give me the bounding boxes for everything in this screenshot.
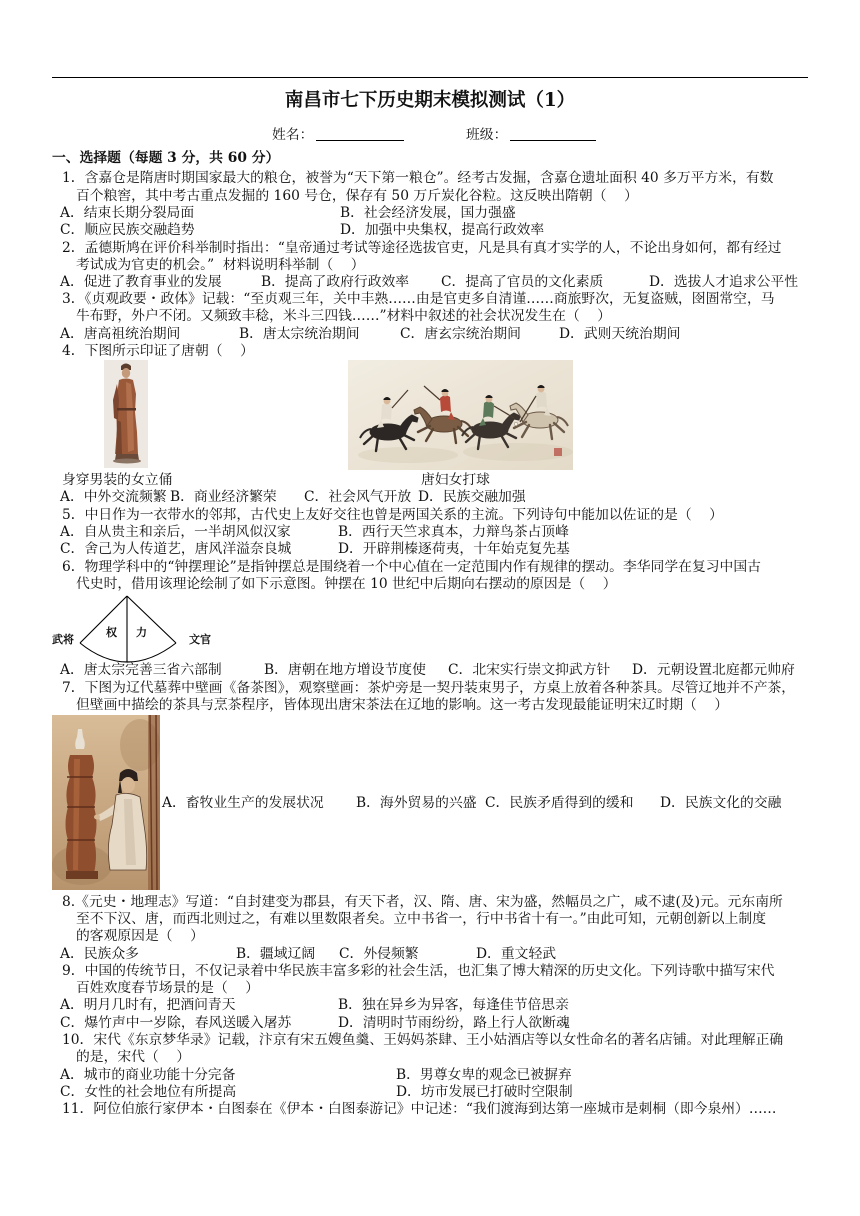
tea-preparation-mural-image [52, 715, 160, 890]
question-7-stem-line-1: 7．下图为辽代墓葬中壁画《备茶图》，观察壁画：茶炉旁是一契丹装束男子，方桌上放着各种茶具。尽管辽地并不产茶， [62, 680, 796, 696]
question-1-option-a: A．结束长期分裂局面 [60, 205, 195, 221]
question-9-stem-line-1: 9．中国的传统节日，不仅记录着中华民族丰富多彩的社会生活，也汇集了博大精深的历史文化。下列诗歌中描写宋代 [62, 963, 775, 979]
question-7-option-a: A．畜牧业生产的发展状况 [162, 795, 324, 811]
figurine-caption: 身穿男装的女立俑 [62, 472, 173, 488]
diagram-label-power-1: 权 [106, 626, 117, 639]
question-6-option-d: D．元朝设置北庭都元帅府 [632, 662, 795, 678]
question-8-option-a: A．民族众多 [60, 946, 139, 962]
question-8-stem-line-3: 的客观原因是（ ） [76, 928, 204, 944]
question-4-option-a: A．中外交流频繁 [60, 489, 167, 505]
question-9-option-a: A．明月几时有，把酒问青天 [60, 997, 236, 1013]
question-1-option-c: C．顺应民族交融趋势 [60, 222, 195, 238]
question-6-option-a: A．唐太宗完善三省六部制 [60, 662, 222, 678]
question-6-stem-line-1: 6．物理学科中的“钟摆理论”是指钟摆总是围绕着一个中心值在一定范围内作有规律的摆动。李华同学在复习中国古 [62, 559, 761, 575]
question-1-option-d: D．加强中央集权，提高行政效率 [340, 222, 545, 238]
question-4-option-c: C．社会风气开放 [304, 489, 412, 505]
question-10-option-a: A．城市的商业功能十分完备 [60, 1067, 236, 1083]
header-rule [52, 77, 808, 78]
question-3-option-b: B．唐太宗统治期间 [239, 326, 360, 342]
question-3-stem-line-1: 3．《贞观政要・政体》记载：“至贞观三年，关中丰熟……由是官吏多自清谨……商旅野次，无复盗贼，囹圄常空，马 [62, 291, 775, 307]
polo-painting-image [348, 360, 573, 470]
question-8-stem-line-1: 8.《元史・地理志》写道：“自封建变为郡县，有天下者，汉、隋、唐、宋为盛，然幅员之广，咸不逮(及)元。元东南所 [62, 894, 783, 910]
pendulum-diagram [70, 590, 186, 666]
question-10-option-b: B．男尊女卑的观念已被摒弃 [396, 1067, 572, 1083]
question-10-stem-line-2: 的是，宋代（ ） [76, 1049, 191, 1065]
question-3-stem-line-2: 牛布野，外户不闭。又频致丰稔，米斗三四钱……”材料中叙述的社会状况发生在（ ） [76, 308, 612, 324]
question-9-option-d: D．清明时节雨纷纷，路上行人欲断魂 [338, 1015, 570, 1031]
question-6-option-b: B．唐朝在地方增设节度使 [264, 662, 426, 678]
question-5-option-b: B．西行天竺求真本，力辩鸟茶占顶峰 [338, 524, 569, 540]
question-4-option-d: D．民族交融加强 [418, 489, 526, 505]
question-3-option-a: A．唐高祖统治期间 [60, 326, 181, 342]
question-10-option-d: D．坊市发展已打破时空限制 [396, 1084, 573, 1100]
question-9-option-b: B．独在异乡为异客，每逢佳节倍思亲 [338, 997, 569, 1013]
polo-caption: 唐妇女打球 [421, 472, 490, 488]
question-5-option-c: C．舍己为人传道艺，唐风洋溢奈良城 [60, 541, 292, 557]
question-11-stem-line-1: 11．阿位伯旅行家伊本・白图泰在《伊本・白图泰游记》中记述：“我们渡海到达第一座城市是刺桐（即今泉州）…… [62, 1101, 777, 1117]
question-3-option-c: C．唐玄宗统治期间 [400, 326, 521, 342]
question-7-option-b: B．海外贸易的兴盛 [356, 795, 477, 811]
question-2-option-d: D．选拔人才追求公平性 [649, 274, 799, 290]
diagram-label-civil: 文官 [189, 633, 211, 646]
question-4-option-b: B．商业经济繁荣 [170, 489, 277, 505]
question-1-stem-line-2: 百个粮窖，其中考古重点发掘的 160 号仓，保存有 50 万斤炭化谷粒。这反映出隋朝（ ） [76, 188, 638, 204]
section-title: 一、选择题（每题 3 分，共 60 分） [52, 150, 280, 166]
question-7-option-d: D．民族文化的交融 [660, 795, 782, 811]
question-9-stem-line-2: 百姓欢度春节场景的是（ ） [76, 980, 260, 996]
question-6-stem-line-2: 代史时，借用该理论绘制了如下示意图。钟摆在 10 世纪中后期向右摆动的原因是（ ） [76, 576, 617, 592]
question-8-option-d: D．重文轻武 [476, 946, 557, 962]
question-2-option-a: A．促进了教育事业的发展 [60, 274, 222, 290]
question-5-option-a: A．自从贵主和亲后，一半胡风似汉家 [60, 524, 291, 540]
female-figurine-photo [104, 360, 148, 468]
question-2-stem-line-1: 2．孟德斯鸠在评价科举制时指出：“皇帝通过考试等途径选拔官吏，凡是具有真才实学的人，不论出身如何，都有经过 [62, 240, 782, 256]
question-5-option-d: D．开辟荆榛逐荷夷，十年始克复先基 [338, 541, 570, 557]
diagram-label-military: 武将 [52, 633, 74, 646]
question-3-option-d: D．武则天统治期间 [559, 326, 681, 342]
question-2-option-b: B．提高了政府行政效率 [261, 274, 410, 290]
question-7-option-c: C．民族矛盾得到的缓和 [485, 795, 634, 811]
question-10-option-c: C．女性的社会地位有所提高 [60, 1084, 237, 1100]
exam-title: 南昌市七下历史期末模拟测试（1） [284, 90, 576, 111]
name-blank [316, 140, 404, 141]
question-1-stem-line-1: 1．含嘉仓是隋唐时期国家最大的粮仓，被誉为“天下第一粮仓”。经考古发掘，含嘉仓遗址面积 40 多万平方米，有数 [62, 170, 774, 186]
question-8-stem-line-2: 至不下汉、唐，而西北则过之，有难以里数限者矣。立中书省一，行中书省十有一。”由此可知，元朝创新以上制度 [76, 911, 766, 927]
question-6-option-c: C．北宋实行崇文抑武方针 [448, 662, 611, 678]
class-label: 班级： [466, 127, 508, 143]
question-2-stem-line-2: 考试成为官吏的机会。” 材料说明科举制（ ） [76, 257, 365, 273]
question-5-stem-line-1: 5．中日作为一衣带水的邻邦，古代史上友好交往也曾是两国关系的主流。下列诗句中能加以佐证的是（ ） [62, 507, 723, 523]
diagram-label-power-2: 力 [136, 626, 147, 639]
question-8-option-c: C．外侵频繁 [339, 946, 419, 962]
question-9-option-c: C．爆竹声中一岁除，春风送暖入屠苏 [60, 1015, 292, 1031]
question-2-option-c: C．提高了官员的文化素质 [441, 274, 604, 290]
question-1-option-b: B．社会经济发展，国力强盛 [340, 205, 516, 221]
class-blank [510, 140, 596, 141]
question-4-stem-line-1: 4．下图所示印证了唐朝（ ） [62, 343, 254, 359]
name-label: 姓名： [272, 127, 314, 143]
question-10-stem-line-1: 10．宋代《东京梦华录》记载，汴京有宋五嫂鱼羹、王妈妈茶肆、王小姑酒店等以女性命名的著名店铺。对此理解正确 [62, 1032, 784, 1048]
question-8-option-b: B．疆域辽阔 [236, 946, 316, 962]
question-7-stem-line-2: 但壁画中描绘的茶具与烹茶程序，皆体现出唐宋茶法在辽地的影响。这一考古发现最能证明宋辽时期（ ） [76, 697, 729, 713]
